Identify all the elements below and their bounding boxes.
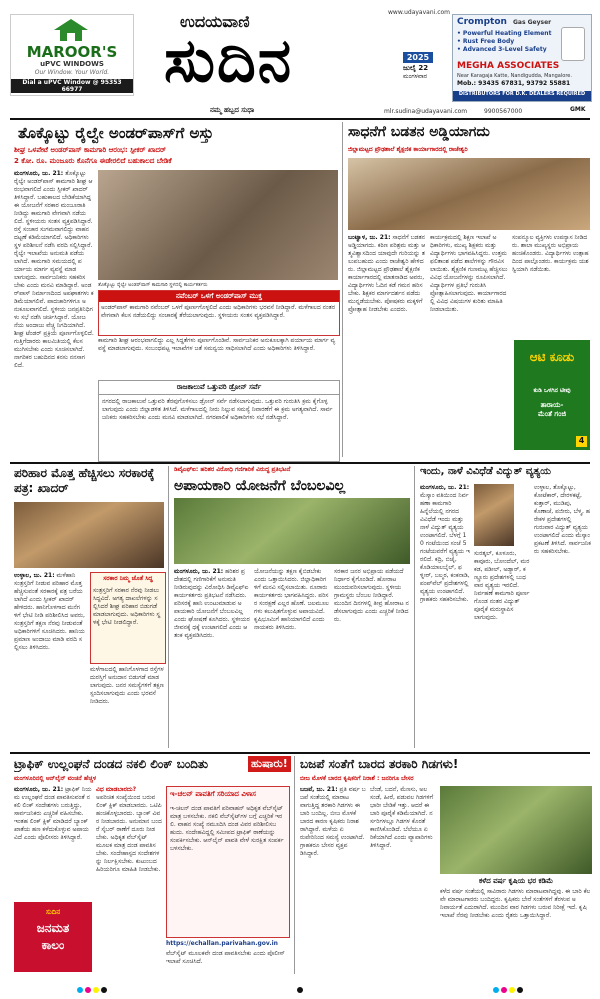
story6-tag: ಹುಷಾರು! [248,756,291,772]
story2-body-col3: ಸಂಪನ್ಮೂಲ ವ್ಯಕ್ತಿಗಳು ಉಪನ್ಯಾಸ ನೀಡಿದರು. ಶಾಲಾ ಮುಖ್ಯಸ್ಥರು ಅಭಿಪ್ರಾಯ ಹಂಚಿಕೊಂಡರು. ವಿದ್ಯಾರ್ಥಿಗಳು ಉತ್ಸಾಹದಿಂದ ಪಾಲ್ಗೊಂಡರು. ಕಾರ್ಯಕ್ರಮ ಯಶಸ್ವಿಯಾಗಿ ನಡೆಯಿತು. [512,234,589,273]
story4-body-col3: ಸರಕಾರ ಜನರ ಅಭಿಪ್ರಾಯ ಪಡೆಯದೆ ನಿರ್ಧಾರ ಕೈಗೊಂಡಿದೆ. ಹೋರಾಟ ಮುಂದುವರಿಸಲಾಗುವುದು. ಸ್ಥಳೀಯ ಗ್ರಾಮಸ್ಥರು ಬೆಂಬಲ ನೀಡಿದ್ದಾರೆ. ಮುಂದಿನ ದಿನಗಳಲ್ಲಿ ತೀವ್ರ ಹೋರಾಟ ನಡೆಸಲಾಗುವುದು ಎಂದು ಎಚ್ಚರಿಕೆ ನೀಡಿದರು. [334,568,409,623]
masthead-slogan: ನಮ್ಮ ಹಬ್ಬದ ಸುಧಾ [210,106,255,114]
story7-sub: ಬೀಜ ಮೊಳಕೆ ಬಾರದ ಕೃಷಿಕರಿಗೆ ನಿರಾಶೆ : ಜನರಿಗೂ ಬೇಸರ [300,775,414,782]
ad-left[interactable] [10,14,134,96]
story5-body-col1: ಮಂಗಳೂರು, ಜು. 21: ಮೆಸ್ಕಾಂ ವತಿಯಿಂದ ನಿರ್ವಹಣಾ ಕಾಮಗಾರಿ ಹಿನ್ನೆಲೆಯಲ್ಲಿ ನಗರದ ವಿವಿಧೆಡೆ ಇಂದು ಮತ್ತು ನಾಳೆ ವಿದ್ಯುತ್ ವ್ಯತ್ಯಯ ಉಂಟಾಗಲಿದೆ. ಬೆಳಗ್ಗೆ 10 ಗಂಟೆಯಿಂದ ಸಂಜೆ 5 ಗಂಟೆಯವರೆಗೆ ವ್ಯತ್ಯಯ ಇರಲಿದೆ. ಕದ್ರಿ, ಬಿಜೈ, ಕೊಡಿಯಾಲಬೈಲ್, ಫಳ್ನೀರ್, ಬಲ್ಮಠ, ಕಂಕನಾಡಿ, ಪಂಪ್‌ವೆಲ್ ಪ್ರದೇಶಗಳಲ್ಲಿ ವ್ಯತ್ಯಯ ಉಂಟಾಗಲಿದೆ. ಗ್ರಾಹಕರು ಸಹಕರಿಸಬೇಕು. [420,484,470,603]
story6-box [166,786,290,938]
story6-box3-head: ವಿಧ ಮಾಡಬಾರದು? [96,786,137,793]
story1-sub1: ಶೀಘ್ರ ಒಳಪೇಟೆ ಅಂಡರ್‌ಪಾಸ್ ಕಾಮಗಾರಿ ಆರಂಭ: ಸ್ಪೀಕರ್ ಖಾದರ್ [14,146,166,154]
story1-box [98,290,340,336]
story1-box-head: ನವೆಂಬರ್ ಒಳಗೆ ಅಂಡರ್‌ಪಾಸ್ ಮುಕ್ತ [99,291,339,302]
story6-promo-2: ಜನಮತ [36,921,70,935]
story4-body-col1: ಮಂಗಳೂರು, ಜು. 21: ಹರಿಶರ ಪ್ರದೇಶದಲ್ಲಿ ಗಣಿಗಾರಿಕೆಗೆ ಅನುಮತಿ ನೀಡಿರುವುದನ್ನು ವಿರೋಧಿಸಿ ಡಿವೈಎಫ್‌ಐ ಕಾರ್ಯಕರ್ತರು ಪ್ರತಿಭಟನೆ ನಡೆಸಿದರು. ಪರಿಸರಕ್ಕೆ ಹಾನಿ ಉಂಟುಮಾಡುವ ಅಪಾಯಕಾರಿ ಯೋಜನೆಗೆ ಬೆಂಬಲವಿಲ್ಲ ಎಂದು ಘೋಷಣೆ ಕೂಗಿದರು. ಸ್ಥಳೀಯರ ಜೀವನಕ್ಕೆ ಧಕ್ಕೆ ಉಂಟಾಗಲಿದೆ ಎಂದು ಆತಂಕ ವ್ಯಕ್ತಪಡಿಸಿದರು. [174,568,250,639]
story7-caption: ಕಳೆದ ವರ್ಷ ಕೃಷಿಯ ಭರ ಕಡಿಮೆ [478,877,554,885]
story3-headline: ಪರಿಹಾರ ಮೊತ್ತ ಹೆಚ್ಚಿಸಲು ಸರಕಾರಕ್ಕೆ ಪತ್ರ: ಖಾದರ್ [14,466,155,495]
story2-ad-line4: ಮೆಂತೆ ಗಂಜಿ [537,410,567,418]
story1-box-body: ಅಂಡರ್‌ಪಾಸ್ ಕಾಮಗಾರಿ ನವೆಂಬರ್ ಒಳಗೆ ಪೂರ್ಣಗೊಳ್ಳಲಿದೆ ಎಂದು ಅಧಿಕಾರಿಗಳು ಭರವಸೆ ನೀಡಿದ್ದಾರೆ. ಮಳೆಗಾಲದ ನಂತರ ವೇಗವಾಗಿ ಕೆಲಸ ನಡೆಯಲಿದ್ದು ಸಂಚಾರಕ್ಕೆ ತೆರೆಯಲಾಗುವುದು. ಸ್ಥಳೀಯರು ಸಂತಸ ವ್ಯಕ್ತಪಡಿಸಿದ್ದಾರೆ. [101,304,335,319]
story1-box2-body: ನಗರದಲ್ಲಿ ರಾಜಕಾಲುವೆ ಒತ್ತುವರಿ ತೆರವುಗೊಳಿಸಲು ಡ್ರೋನ್ ಸರ್ವೆ ನಡೆಸಲಾಗುವುದು. ಒತ್ತುವರಿ ಗುರುತಿಸಿ ಕ್ರಮ ಕೈಗೊಳ್ಳಲಾಗುವುದು ಎಂದು ಜಿಲ್ಲಾಡಳಿತ ತಿಳಿಸಿದೆ. ಮಳೆಗಾಲದಲ್ಲಿ ನೀರು ನಿಲ್ಲುವ ಸಮಸ್ಯೆ ನಿವಾರಣೆಗೆ ಈ ಕ್ರಮ ಅಗತ್ಯವಾಗಿದೆ. ಸಾರ್ವಜನಿಕರು ಸಹಕರಿಸಬೇಕು ಎಂದು ಮನವಿ ಮಾಡಲಾಗಿದೆ. ನಗರಪಾಲಿಕೆ ಅಧಿಕಾರಿಗಳು ಸಭೆ ನಡೆಸಿದ್ದಾರೆ. [102,398,333,421]
masthead-email[interactable]: mlr.sudina@udayavani.com [384,108,468,115]
story6-box-head: ಇ-ಚಲನ್ ಪಾವತಿಗೆ ಸರಿಯಾದ ವಿಳಾಸ [170,790,256,798]
mid-rule-2 [10,752,590,754]
story3-body-col1: ಉಳ್ಳಾಲ, ಜು. 21: ಮಳೆಹಾನಿ ಸಂತ್ರಸ್ತರಿಗೆ ನೀಡುವ ಪರಿಹಾರ ಮೊತ್ತ ಹೆಚ್ಚಿಸುವಂತೆ ಸರಕಾರಕ್ಕೆ ಪತ್ರ ಬರೆಯಲಾಗಿದೆ ಎಂದು ಸ್ಪೀಕರ್ ಖಾದರ್ ಹೇಳಿದರು. ಹಾನಿಗೊಳಗಾದ ಮನೆಗಳಿಗೆ ಭೇಟಿ ನೀಡಿ ಪರಿಶೀಲಿಸಿದ ಅವರು, ಸಂತ್ರಸ್ತರಿಗೆ ತಕ್ಷಣ ನೆರವು ನೀಡುವಂತೆ ಅಧಿಕಾರಿಗಳಿಗೆ ಸೂಚಿಸಿದರು. ಹಾನಿಯ ಪ್ರಮಾಣ ಅಂದಾಜು ಮಾಡಿ ವರದಿ ಸಲ್ಲಿಸಲು ತಿಳಿಸಿದರು. [14,572,85,651]
story1-body-col1: ಮಂಗಳೂರು, ಜು. 21: ತೊಕ್ಕೊಟ್ಟು ರೈಲ್ವೇ ಅಂಡರ್‌ಪಾಸ್ ಕಾಮಗಾರಿ ಶೀಘ್ರ ಆರಂಭವಾಗಲಿದೆ ಎಂದು ಸ್ಪೀಕರ್ ಖಾದರ್ ತಿಳಿಸಿದ್ದಾರೆ. ಬಹುಕಾಲದ ಬೇಡಿಕೆಯಾಗಿದ್ದ ಈ ಯೋಜನೆಗೆ ಸರಕಾರ ಮಂಜೂರಾತಿ ನೀಡಿದ್ದು ಕಾಮಗಾರಿ ವೇಗವಾಗಿ ನಡೆಯಲಿದೆ. ಸ್ಥಳೀಯರು ಸಂತಸ ವ್ಯಕ್ತಪಡಿಸಿದ್ದಾರೆ. ರಸ್ತೆ ಸಂಚಾರ ಸುಗಮವಾಗಲಿದ್ದು ವಾಹನ ದಟ್ಟಣೆ ಕಡಿಮೆಯಾಗಲಿದೆ. ಅಧಿಕಾರಿಗಳು ಸ್ಥಳ ಪರಿಶೀಲನೆ ನಡೆಸಿ ವರದಿ ಸಲ್ಲಿಸಿದ್ದಾರೆ. ರೈಲ್ವೇ ಇಲಾಖೆಯ ಅನುಮತಿ ಪಡೆಯಲಾಗಿದೆ. ಕಾಮಗಾರಿ ಸಮಯದಲ್ಲಿ ಪರ್ಯಾಯ ಮಾರ್ಗ ವ್ಯವಸ್ಥೆ ಮಾಡಲಾಗುವುದು. ಸಾರ್ವಜನಿಕರು ಸಹಕರಿಸಬೇಕು ಎಂದು ಮನವಿ ಮಾಡಿದ್ದಾರೆ. ಅಂಡರ್‌ಪಾಸ್ ನಿರ್ಮಾಣದಿಂದ ಅಪಘಾತಗಳು ಕಡಿಮೆಯಾಗಲಿವೆ. ಪಾದಚಾರಿಗಳಿಗೂ ಅನುಕೂಲವಾಗಲಿದೆ. ಸ್ಥಳೀಯ ಜನಪ್ರತಿನಿಧಿಗಳು ಸಭೆ ನಡೆಸಿ ಚರ್ಚಿಸಿದ್ದಾರೆ. ಯೋಜನೆಯ ಅಂದಾಜು ವೆಚ್ಚ ನಿಗದಿಯಾಗಿದೆ. ಶೀಘ್ರ ಟೆಂಡರ್ ಪ್ರಕ್ರಿಯೆ ಪೂರ್ಣಗೊಳ್ಳಲಿದೆ. ಗುತ್ತಿಗೆದಾರರು ಕಾಲಮಿತಿಯಲ್ಲಿ ಕೆಲಸ ಮುಗಿಸಬೇಕು ಎಂದು ಸೂಚಿಸಲಾಗಿದೆ. ನಾಗರಿಕರ ಬಹುದಿನದ ಕನಸು ನನಸಾಗಲಿದೆ. [14,170,94,369]
story6-link[interactable]: https://echallan.parivahan.gov.in [166,940,278,947]
mid-rule-1 [10,462,590,464]
masthead-top: ಉದಯವಾಣಿ [180,12,250,31]
story7-headline: ಬಜಪೆ ಸಂತೆಗೆ ಬಾರದ ತರಕಾರಿ ಗಿಡಗಳು! [300,757,459,771]
ad-right-distributor: DISTRIBUTORS FOR D.K. DEALERS REQUIRED [453,91,591,101]
story6-body-col1: ಮಂಗಳೂರು, ಜು. 21: ಟ್ರಾಫಿಕ್ ನಿಯಮ ಉಲ್ಲಂಘನೆ ದಂಡ ಪಾವತಿಸುವಂತೆ ನಕಲಿ ಲಿಂಕ್ ಸಂದೇಶಗಳು ಬರುತ್ತಿದ್ದು, ಸಾರ್ವಜನಿಕರು ಎಚ್ಚರಿಕೆ ವಹಿಸಬೇಕು. ಇಂತಹ ಲಿಂಕ್ ಕ್ಲಿಕ್ ಮಾಡಿದರೆ ಬ್ಯಾಂಕ್ ಖಾತೆಯ ಹಣ ಕಳೆದುಕೊಳ್ಳುವ ಅಪಾಯವಿದೆ ಎಂದು ಪೊಲೀಸರು ತಿಳಿಸಿದ್ದಾರೆ. [14,786,92,841]
story3-box [90,572,166,664]
top-rule [10,118,590,120]
story7-body-col1: ಬಜಪೆ, ಜು. 21: ಪ್ರತಿ ವರ್ಷ ಬಜಪೆ ಸಂತೆಯಲ್ಲಿ ಮಾರಾಟವಾಗುತ್ತಿದ್ದ ತರಕಾರಿ ಗಿಡಗಳು ಈ ಬಾರಿ ಬಂದಿಲ್ಲ. ಬೀಜ ಮೊಳಕೆ ಬಾರದ ಕಾರಣ ಕೃಷಿಕರು ನಿರಾಶರಾಗಿದ್ದಾರೆ. ಮಳೆಯ ಏರುಪೇರಿನಿಂದ ಸಮಸ್ಯೆ ಉಂಟಾಗಿದೆ. ಗ್ರಾಹಕರೂ ಬೇಸರ ವ್ಯಕ್ತಪಡಿಸಿದ್ದಾರೆ. [300,786,366,857]
story1-headline: ತೊಕ್ಕೊಟ್ಟು ರೈಲ್ವೇ ಅಂಡರ್‌ಪಾಸ್‌ಗೆ ಅಸ್ತು [18,124,214,142]
story5-headline: ಇಂದು, ನಾಳೆ ವಿವಿಧೆಡೆ ವಿದ್ಯುತ್ ವ್ಯತ್ಯಯ [420,466,551,477]
story3-box-head: ಸರಕಾರ ನಿಮ್ಮ ಜೊತೆ ಸಿದ್ಧ [103,575,153,582]
geyser-icon [561,27,585,61]
story5-body-col3: ಉಳ್ಳಾಲ, ತೊಕ್ಕೊಟ್ಟು, ಕೋಟೆಕಾರ್, ದೇರಳಕಟ್ಟೆ, ಕುತ್ತಾರ್, ಮುಡಿಪು, ಕೊಣಾಜೆ, ಪಜೀರು, ಬೆಳ್ಮ, ಹರೇಕಳ ಪ್ರದೇಶಗಳಲ್ಲಿ ಗುರುವಾರ ವಿದ್ಯುತ್ ವ್ಯತ್ಯಯ ಉಂಟಾಗಲಿದೆ ಎಂದು ಮೆಸ್ಕಾಂ ಪ್ರಕಟಣೆ ತಿಳಿಸಿದೆ. ಸಾರ್ವಜನಿಕರು ಸಹಕರಿಸಬೇಕು. [534,484,591,555]
story2-photo [348,158,590,230]
story1-box2-head: ರಾಜಕಾಲುವೆ ಒತ್ತುವರಿ ಡ್ರೋನ್ ಸರ್ವೆ [99,381,339,395]
registration-marks [0,980,600,990]
story6-box-body: ಇ-ಚಲನ್ ದಂಡ ಪಾವತಿಗೆ ಪರಿವಾಹನ್ ಅಧಿಕೃತ ವೆಬ್‌ಸೈಟ್ ಮಾತ್ರ ಬಳಸಬೇಕು. ನಕಲಿ ವೆಬ್‌ಸೈಟ್‌ಗಳ ಬಗ್ಗೆ ಎಚ್ಚರಿಕೆ ಇರಲಿ. ವಾಹನ ಸಂಖ್ಯೆ ನಮೂದಿಸಿ ದಂಡ ವಿವರ ಪರಿಶೀಲಿಸಬಹುದು. ಸಂದೇಹವಿದ್ದಲ್ಲಿ ಸಮೀಪದ ಟ್ರಾಫಿಕ್ ಠಾಣೆಯನ್ನು ಸಂಪರ್ಕಿಸಬೇಕು. ಆನ್‌ಲೈನ್ ಪಾವತಿ ವೇಳೆ ಸುರಕ್ಷಿತ ಸಂಪರ್ಕ ಬಳಸಬೇಕು. [170,805,284,852]
story1-sub2: 2 ಕೋ. ರೂ. ಮಂಜೂರು ಕೊನೆಗೂ ಈಡೇರಲಿದೆ ಬಹುಕಾಲದ ಬೇಡಿಕೆ [14,157,172,165]
story4-photo [174,498,410,564]
story6-body-col3: ವೆಬ್‌ಸೈಟ್ ಮೂಲಕವೇ ದಂಡ ಪಾವತಿಸಬೇಕು ಎಂದು ಪೊಲೀಸ್ ಇಲಾಖೆ ಸೂಚಿಸಿದೆ. [166,950,285,965]
story7-body-col2: ಬೆಂಡೆ, ಬದನೆ, ಮೆಣಸು, ಅಲಸಂಡೆ, ಹೀರೆ, ಪಡುವಲ ಗಿಡಗಳಿಗೆ ಭಾರೀ ಬೇಡಿಕೆ ಇತ್ತು. ಆದರೆ ಈ ಬಾರಿ ಪೂರೈಕೆ ಕಡಿಮೆಯಾಗಿದೆ. ನರ್ಸರಿಗಳಲ್ಲೂ ಗಿಡಗಳ ಕೊರತೆ ಕಾಣಿಸಿಕೊಂಡಿದೆ. ಬೆಲೆಯೂ ಏರಿಕೆಯಾಗಿದೆ ಎಂದು ವ್ಯಾಪಾರಿಗಳು ತಿಳಿಸಿದ್ದಾರೆ. [370,786,434,849]
story3-body-col2: ಮಳೆಗಾಲದಲ್ಲಿ ಹಾನಿಗೊಳಗಾದ ರಸ್ತೆಗಳ ದುರಸ್ತಿಗೆ ಅನುದಾನ ಬಿಡುಗಡೆ ಮಾಡಲಾಗುವುದು. ಜನರ ಸಮಸ್ಯೆಗಳಿಗೆ ತಕ್ಷಣ ಸ್ಪಂದಿಸಲಾಗುವುದು ಎಂದು ಭರವಸೆ ನೀಡಿದರು. [90,666,164,705]
masthead-title: ಸುದಿನ [164,26,294,96]
story2-headline: ಸಾಧನೆಗೆ ಬಡತನ ಅಡ್ಡಿಯಾಗದು [348,124,490,140]
story6-promo[interactable] [14,902,92,972]
ad-right-brand: Crompton [457,17,507,27]
ad-right-feature-3: • Advanced 3-Level Safety [457,46,547,53]
story2-body-col2: ಕಾರ್ಯಕ್ರಮದಲ್ಲಿ ಶಿಕ್ಷಣ ಇಲಾಖೆ ಅಧಿಕಾರಿಗಳು, ಮುಖ್ಯ ಶಿಕ್ಷಕರು ಮತ್ತು ವಿದ್ಯಾರ್ಥಿಗಳು ಭಾಗವಹಿಸಿದ್ದರು. ಉತ್ತಮ ಫಲಿತಾಂಶ ಪಡೆದ ಶಾಲೆಗಳನ್ನು ಗೌರವಿಸಲಾಯಿತು. ಶೈಕ್ಷಣಿಕ ಗುಣಮಟ್ಟ ಹೆಚ್ಚಿಸಲು ವಿವಿಧ ಯೋಜನೆಗಳನ್ನು ರೂಪಿಸಲಾಗಿದೆ. ವಿದ್ಯಾರ್ಥಿಗಳ ಪ್ರತಿಭೆ ಗುರುತಿಸಿ ಪ್ರೋತ್ಸಾಹಿಸಲಾಗುವುದು. ಕಾರ್ಯಾಗಾರದಲ್ಲಿ ವಿವಿಧ ವಿಷಯಗಳ ಕುರಿತು ಮಾಹಿತಿ ನೀಡಲಾಯಿತು. [430,234,508,313]
ad-right-dealer: MEGHA ASSOCIATES [457,61,560,71]
ad-right-mob: Mob.: 93435 67831, 93792 55881 [457,80,571,87]
story3-box-body: ಸಂತ್ರಸ್ತರಿಗೆ ಸರಕಾರ ನೆರವು ನೀಡಲು ಸಿದ್ಧವಿದೆ. ಅಗತ್ಯ ದಾಖಲೆಗಳನ್ನು ಸಲ್ಲಿಸಿದರೆ ಶೀಘ್ರ ಪರಿಹಾರ ಬಿಡುಗಡೆ ಮಾಡಲಾಗುವುದು. ಅಧಿಕಾರಿಗಳು ಸ್ಥಳಕ್ಕೆ ಭೇಟಿ ನೀಡಲಿದ್ದಾರೆ. [93,587,161,626]
masthead-url[interactable]: www.udayavani.com [388,9,451,16]
story1-body-col2: ಕಾಮಗಾರಿ ಶೀಘ್ರ ಆರಂಭವಾಗಲಿದ್ದು ಎಲ್ಲ ಸಿದ್ಧತೆಗಳು ಪೂರ್ಣಗೊಂಡಿವೆ. ಸಾರ್ವಜನಿಕರ ಅನುಕೂಲಕ್ಕಾಗಿ ಪರ್ಯಾಯ ಮಾರ್ಗ ವ್ಯವಸ್ಥೆ ಮಾಡಲಾಗುವುದು. ಸಂಬಂಧಪಟ್ಟ ಇಲಾಖೆಗಳ ಜತೆ ಸಮನ್ವಯ ಸಾಧಿಸಲಾಗಿದೆ ಎಂದು ಅಧಿಕಾರಿಗಳು ತಿಳಿಸಿದ್ದಾರೆ. [98,337,336,352]
ad-left-phone: Dial a uPVC Window @ 95353 66977 [11,79,133,93]
masthead [140,8,410,118]
story1-caption: ತೊಕ್ಕೊಟ್ಟು ರೈಲ್ವೇ ಅಂಡರ್‌ಪಾಸ್ ಕಾಮಗಾರಿ ಸ್ಥಳದಲ್ಲಿ ಕಾರ್ಯಕರ್ತರು [98,282,208,288]
ad-right-gmk: GMK [570,106,586,113]
ad-left-brand: MAROOR'S [26,43,118,61]
story1-photo [98,170,338,280]
vertical-divider-2 [168,466,169,748]
vertical-divider-3 [414,466,415,748]
masthead-year: 2025 [403,52,433,63]
vertical-divider-4 [294,756,295,974]
ad-right-feature-1: • Powerful Heating Element [457,30,552,37]
story6-promo-3: ಕಾಲಂ [41,938,65,952]
story2-ad-line3: ತಾರಾಯ- [540,401,564,409]
story2-ad[interactable] [514,340,590,450]
story2-ad-line2: ಕುಡಿ ಒಳಗಿನ ಟೀವು [533,387,571,394]
story7-photo [440,786,592,874]
story6-body-col2: ವಿಧ ಮಾಡಬಾರದು? ಅಪರಿಚಿತ ಸಂಖ್ಯೆಯಿಂದ ಬರುವ ಲಿಂಕ್ ಕ್ಲಿಕ್ ಮಾಡಬಾರದು. ಒಟಿಪಿ ಹಂಚಿಕೊಳ್ಳಬಾರದು. ಬ್ಯಾಂಕ್ ವಿವರ ನೀಡಬಾರದು. ಅನುಮಾನ ಬಂದರೆ ಸೈಬರ್ ಠಾಣೆಗೆ ದೂರು ನೀಡಬೇಕು. ಅಧಿಕೃತ ವೆಬ್‌ಸೈಟ್ ಮೂಲಕ ಮಾತ್ರ ದಂಡ ಪಾವತಿಸಬೇಕು. ಸಂದೇಹಾಸ್ಪದ ಸಂದೇಶಗಳನ್ನು ನಿರ್ಲಕ್ಷಿಸಬೇಕು. ಕುಟುಂಬದ ಹಿರಿಯರಿಗೂ ಮಾಹಿತಿ ನೀಡಬೇಕು. [96,786,162,873]
ad-right[interactable] [452,14,592,102]
story2-ad-page: 4 [576,436,587,447]
story4-body-col2: ಯೋಜನೆಯನ್ನು ತಕ್ಷಣ ಕೈಬಿಡಬೇಕು ಎಂದು ಒತ್ತಾಯಿಸಿದರು. ಜಿಲ್ಲಾಧಿಕಾರಿಗಳಿಗೆ ಮನವಿ ಸಲ್ಲಿಸಲಾಯಿತು. ನೂರಾರು ಕಾರ್ಯಕರ್ತರು ಭಾಗವಹಿಸಿದ್ದರು. ಪರಿಸರ ಸಂರಕ್ಷಣೆ ಎಲ್ಲರ ಹೊಣೆ. ಜಲಮೂಲಗಳು ಕಲುಷಿತಗೊಳ್ಳುವ ಅಪಾಯವಿದೆ. ಕೃಷಿಭೂಮಿಗೆ ಹಾನಿಯಾಗಲಿದೆ ಎಂದು ನಾಯಕರು ತಿಳಿಸಿದರು. [254,568,329,631]
story2-body-col1: ಬಂಟ್ವಾಳ, ಜು. 21: ಸಾಧನೆಗೆ ಬಡತನ ಅಡ್ಡಿಯಾಗದು. ಕಠಿಣ ಪರಿಶ್ರಮ ಮತ್ತು ಆತ್ಮವಿಶ್ವಾಸದಿಂದ ಯಾವುದೇ ಗುರಿಯನ್ನು ತಲುಪಬಹುದು ಎಂದು ರಾಜೇಶ್ವರಿ ಹೇಳಿದರು. ಜಿಲ್ಲಾಮಟ್ಟದ ಪ್ರೌಢಶಾಲೆ ಶೈಕ್ಷಣಿಕ ಕಾರ್ಯಾಗಾರದಲ್ಲಿ ಮಾತನಾಡಿದ ಅವರು, ವಿದ್ಯಾರ್ಥಿಗಳು ಓದಿನ ಕಡೆ ಗಮನ ಹರಿಸಬೇಕು. ಶಿಕ್ಷಕರ ಮಾರ್ಗದರ್ಶನ ಪಡೆದು ಮುನ್ನಡೆಯಬೇಕು. ಪೋಷಕರು ಮಕ್ಕಳಿಗೆ ಪ್ರೋತ್ಸಾಹ ನೀಡಬೇಕು ಎಂದರು. [348,234,426,313]
story6-sub: ಮಂಗಳೂರಿನಲ್ಲಿ ಆನ್‌ಲೈನ್ ವಂಚನೆ ಹೆಚ್ಚಳ [14,775,97,782]
ad-right-product: Gas Geyser [513,19,552,26]
house-logo-icon [53,18,89,42]
vertical-divider-1 [342,122,343,457]
story1-box2 [98,380,340,462]
story2-ad-line1: ಆಟಿ ಕೂಡು [529,350,575,364]
story4-headline: ಅಪಾಯಕಾರಿ ಯೋಜನೆಗೆ ಬೆಂಬಲವಿಲ್ಲ [174,478,346,494]
story6-promo-1: ಸುದಿನ [45,908,61,916]
story2-sub: ಜಿಲ್ಲಾಮಟ್ಟದ ಪ್ರೌಢಶಾಲೆ ಶೈಕ್ಷಣಿಕ ಕಾರ್ಯಾಗಾರದಲ್ಲಿ ರಾಜೇಶ್ವರಿ [348,146,468,153]
story5-body-col2: ಸುರತ್ಕಲ್, ಕೂಳೂರು, ಕಾವೂರು, ಬೋಂದೆಲ್, ಮರಕಡ, ಪಡೀಲ್, ಅಡ್ಯಾರ್, ಕಣ್ಣೂರು ಪ್ರದೇಶಗಳಲ್ಲಿ ಬುಧವಾರ ವ್ಯತ್ಯಯ ಇರಲಿದೆ. ನಿರ್ವಹಣೆ ಕಾಮಗಾರಿ ಪೂರ್ಣಗೊಂಡ ನಂತರ ವಿದ್ಯುತ್ ಪೂರೈಕೆ ಮರುಸ್ಥಾಪಿಸಲಾಗುವುದು. [474,550,530,621]
story7-body-col3: ಕಳೆದ ವರ್ಷ ಸಂತೆಯಲ್ಲಿ ಸಾವಿರಾರು ಗಿಡಗಳು ಮಾರಾಟವಾಗಿದ್ದವು. ಈ ಬಾರಿ ಕೆಲವೇ ಮಾರಾಟಗಾರರು ಬಂದಿದ್ದರು. ಕೃಷಿಕರು ಬೇರೆ ಸಂತೆಗಳಿಗೆ ತೆರಳುವ ಅನಿವಾರ್ಯತೆ ಎದುರಾಗಿದೆ. ಮುಂದಿನ ವಾರ ಗಿಡಗಳು ಬರುವ ನಿರೀಕ್ಷೆ ಇದೆ. ಕೃಷಿ ಇಲಾಖೆ ನೆರವು ನೀಡಬೇಕು ಎಂದು ರೈತರು ಒತ್ತಾಯಿಸಿದ್ದಾರೆ. [440,888,591,919]
story3-photo [14,502,164,568]
story4-kicker: ಡಿವೈಎಫ್‌ಐ: ಹರಿಶರ ವಿರೋಧಿ ಗಣಿಗಾರಿಕೆ ವಿರುದ್ಧ ಪ್ರತಿಭಟನೆ [174,466,291,473]
ad-right-address: Near Karagaja Katte, Nandigudda, Mangalore. [457,73,572,79]
masthead-date: ಜುಲೈ 22 [403,64,429,72]
ad-left-sub: uPVC WINDOWS [40,60,104,68]
story5-photo [474,484,514,546]
masthead-day: ಮಂಗಳವಾರ [403,73,428,80]
masthead-phone[interactable]: 9900567000 [484,108,523,115]
ad-right-feature-2: • Rust Free Body [457,38,515,45]
ad-left-tagline: Our Window. Your World. [34,69,110,76]
story6-headline: ಟ್ರಾಫಿಕ್ ಉಲ್ಲಂಘನೆ ದಂಡದ ನಕಲಿ ಲಿಂಕ್ ಬಂದಿತು [14,757,209,771]
